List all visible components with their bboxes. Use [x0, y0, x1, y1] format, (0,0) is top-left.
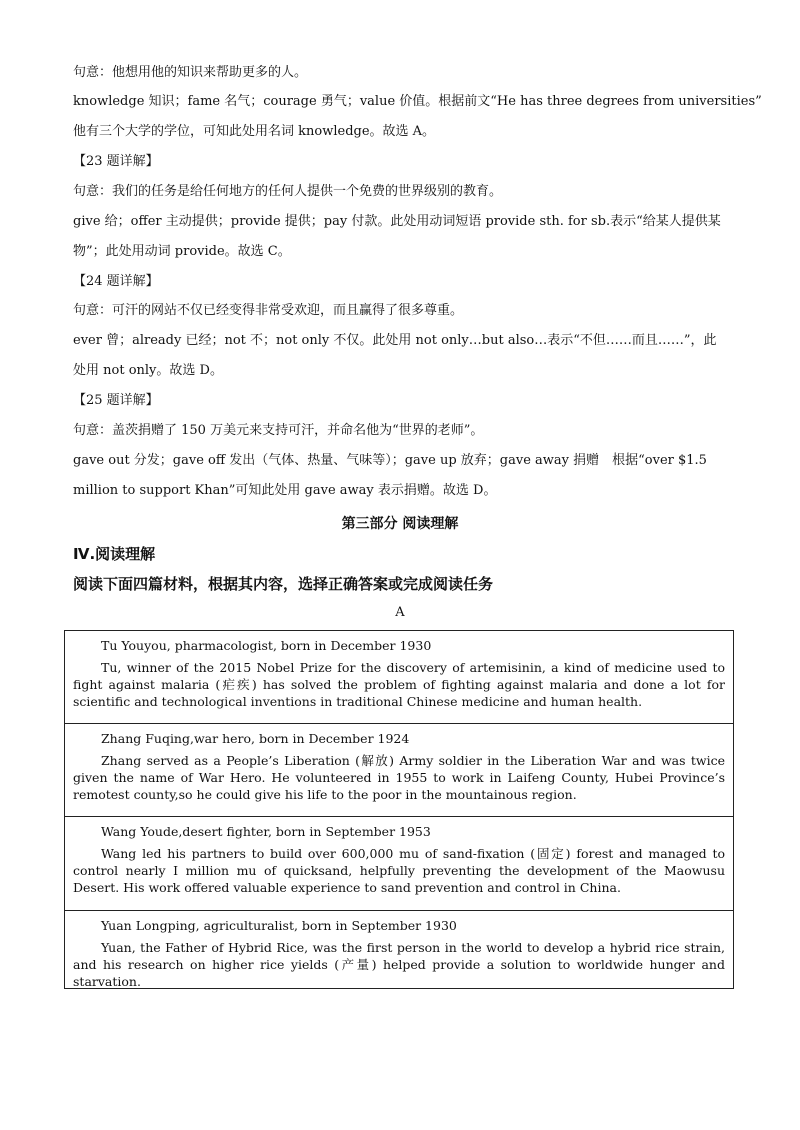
person-cell-tu-youyou [65, 631, 733, 724]
explanation-line: 物”；此处用动词 provide。故选 C。 [73, 244, 291, 259]
question-24-heading: 【24 题详解】 [73, 274, 159, 289]
person-description: Zhang served as a People’s Liberation (解放) Army soldier in the Liberation War and was twice given the name of War Hero. He volunteered in 1955 to work in Laifeng County, Hubei Province’s remotest county,so he could give his life to the poor in the mountainous region. [73, 753, 725, 802]
explanation-line: 句意：可汗的网站不仅已经变得非常受欢迎，而且赢得了很多尊重。 [73, 303, 464, 318]
explanation-line: knowledge 知识；fame 名气；courage 勇气；value 价值。根据前文“He has three degrees from universities” [73, 94, 762, 109]
reading-instruction: 阅读下面四篇材料，根据其内容，选择正确答案或完成阅读任务 [73, 575, 494, 593]
person-title: Wang Youde,desert fighter, born in September 1953 [101, 824, 431, 839]
explanation-line: 句意：盖茨捐赠了 150 万美元来支持可汗，并命名他为“世界的老师”。 [73, 423, 484, 438]
section-title: 第三部分 阅读理解 [341, 516, 459, 532]
person-description: Yuan, the Father of Hybrid Rice, was the first person in the world to develop a hybrid rice strain, and his research on higher rice yields (产量) helped provide a solution to worldwide hunger and starvation. [73, 940, 725, 989]
person-cell-zhang-fuqing [65, 724, 733, 817]
explanation-line: ever 曾；already 已经；not 不；not only 不仅。此处用 not only…but also…表示“不但……而且……”，此 [73, 333, 717, 348]
person-title: Tu Youyou, pharmacologist, born in December 1930 [101, 638, 432, 653]
person-cell-yuan-longping [65, 911, 733, 988]
question-23-heading: 【23 题详解】 [73, 154, 159, 169]
person-title: Yuan Longping, agriculturalist, born in September 1930 [101, 918, 457, 933]
part-title: Ⅳ.阅读理解 [73, 545, 156, 563]
explanation-line: 句意：我们的任务是给任何地方的任何人提供一个免费的世界级别的教育。 [73, 184, 503, 199]
person-cell-wang-youde [65, 817, 733, 911]
people-table [64, 630, 734, 989]
person-description: Tu, winner of the 2015 Nobel Prize for the discovery of artemisinin, a kind of medicine used to fight against malaria (疟疾) has solved the problem of fighting against malaria and done a lot for scientific and technological inventions in traditional Chinese medicine and human health. [73, 660, 725, 709]
explanation-line: 处用 not only。故选 D。 [73, 363, 223, 378]
explanation-line: gave out 分发；gave off 发出（气体、热量、气味等）；gave up 放弃；gave away 捐赠 根据“over $1.5 [73, 453, 707, 468]
person-title: Zhang Fuqing,war hero, born in December 1924 [101, 731, 410, 746]
explanation-line: 句意：他想用他的知识来帮助更多的人。 [73, 65, 308, 80]
person-description: Wang led his partners to build over 600,000 mu of sand-fixation (固定) forest and managed to control nearly I million mu of quicksand, helpfully preventing the development of the Maowusu Desert. His work offered valuable experience to sand prevention and control in China. [73, 846, 725, 895]
explanation-line: 他有三个大学的学位，可知此处用名词 knowledge。故选 A。 [73, 124, 436, 139]
passage-letter: A [395, 605, 405, 620]
explanation-line: give 给；offer 主动提供；provide 提供；pay 付款。此处用动词短语 provide sth. for sb.表示“给某人提供某 [73, 214, 721, 229]
question-25-heading: 【25 题详解】 [73, 393, 159, 408]
explanation-line: million to support Khan”可知此处用 gave away 表示捐赠。故选 D。 [73, 483, 497, 498]
